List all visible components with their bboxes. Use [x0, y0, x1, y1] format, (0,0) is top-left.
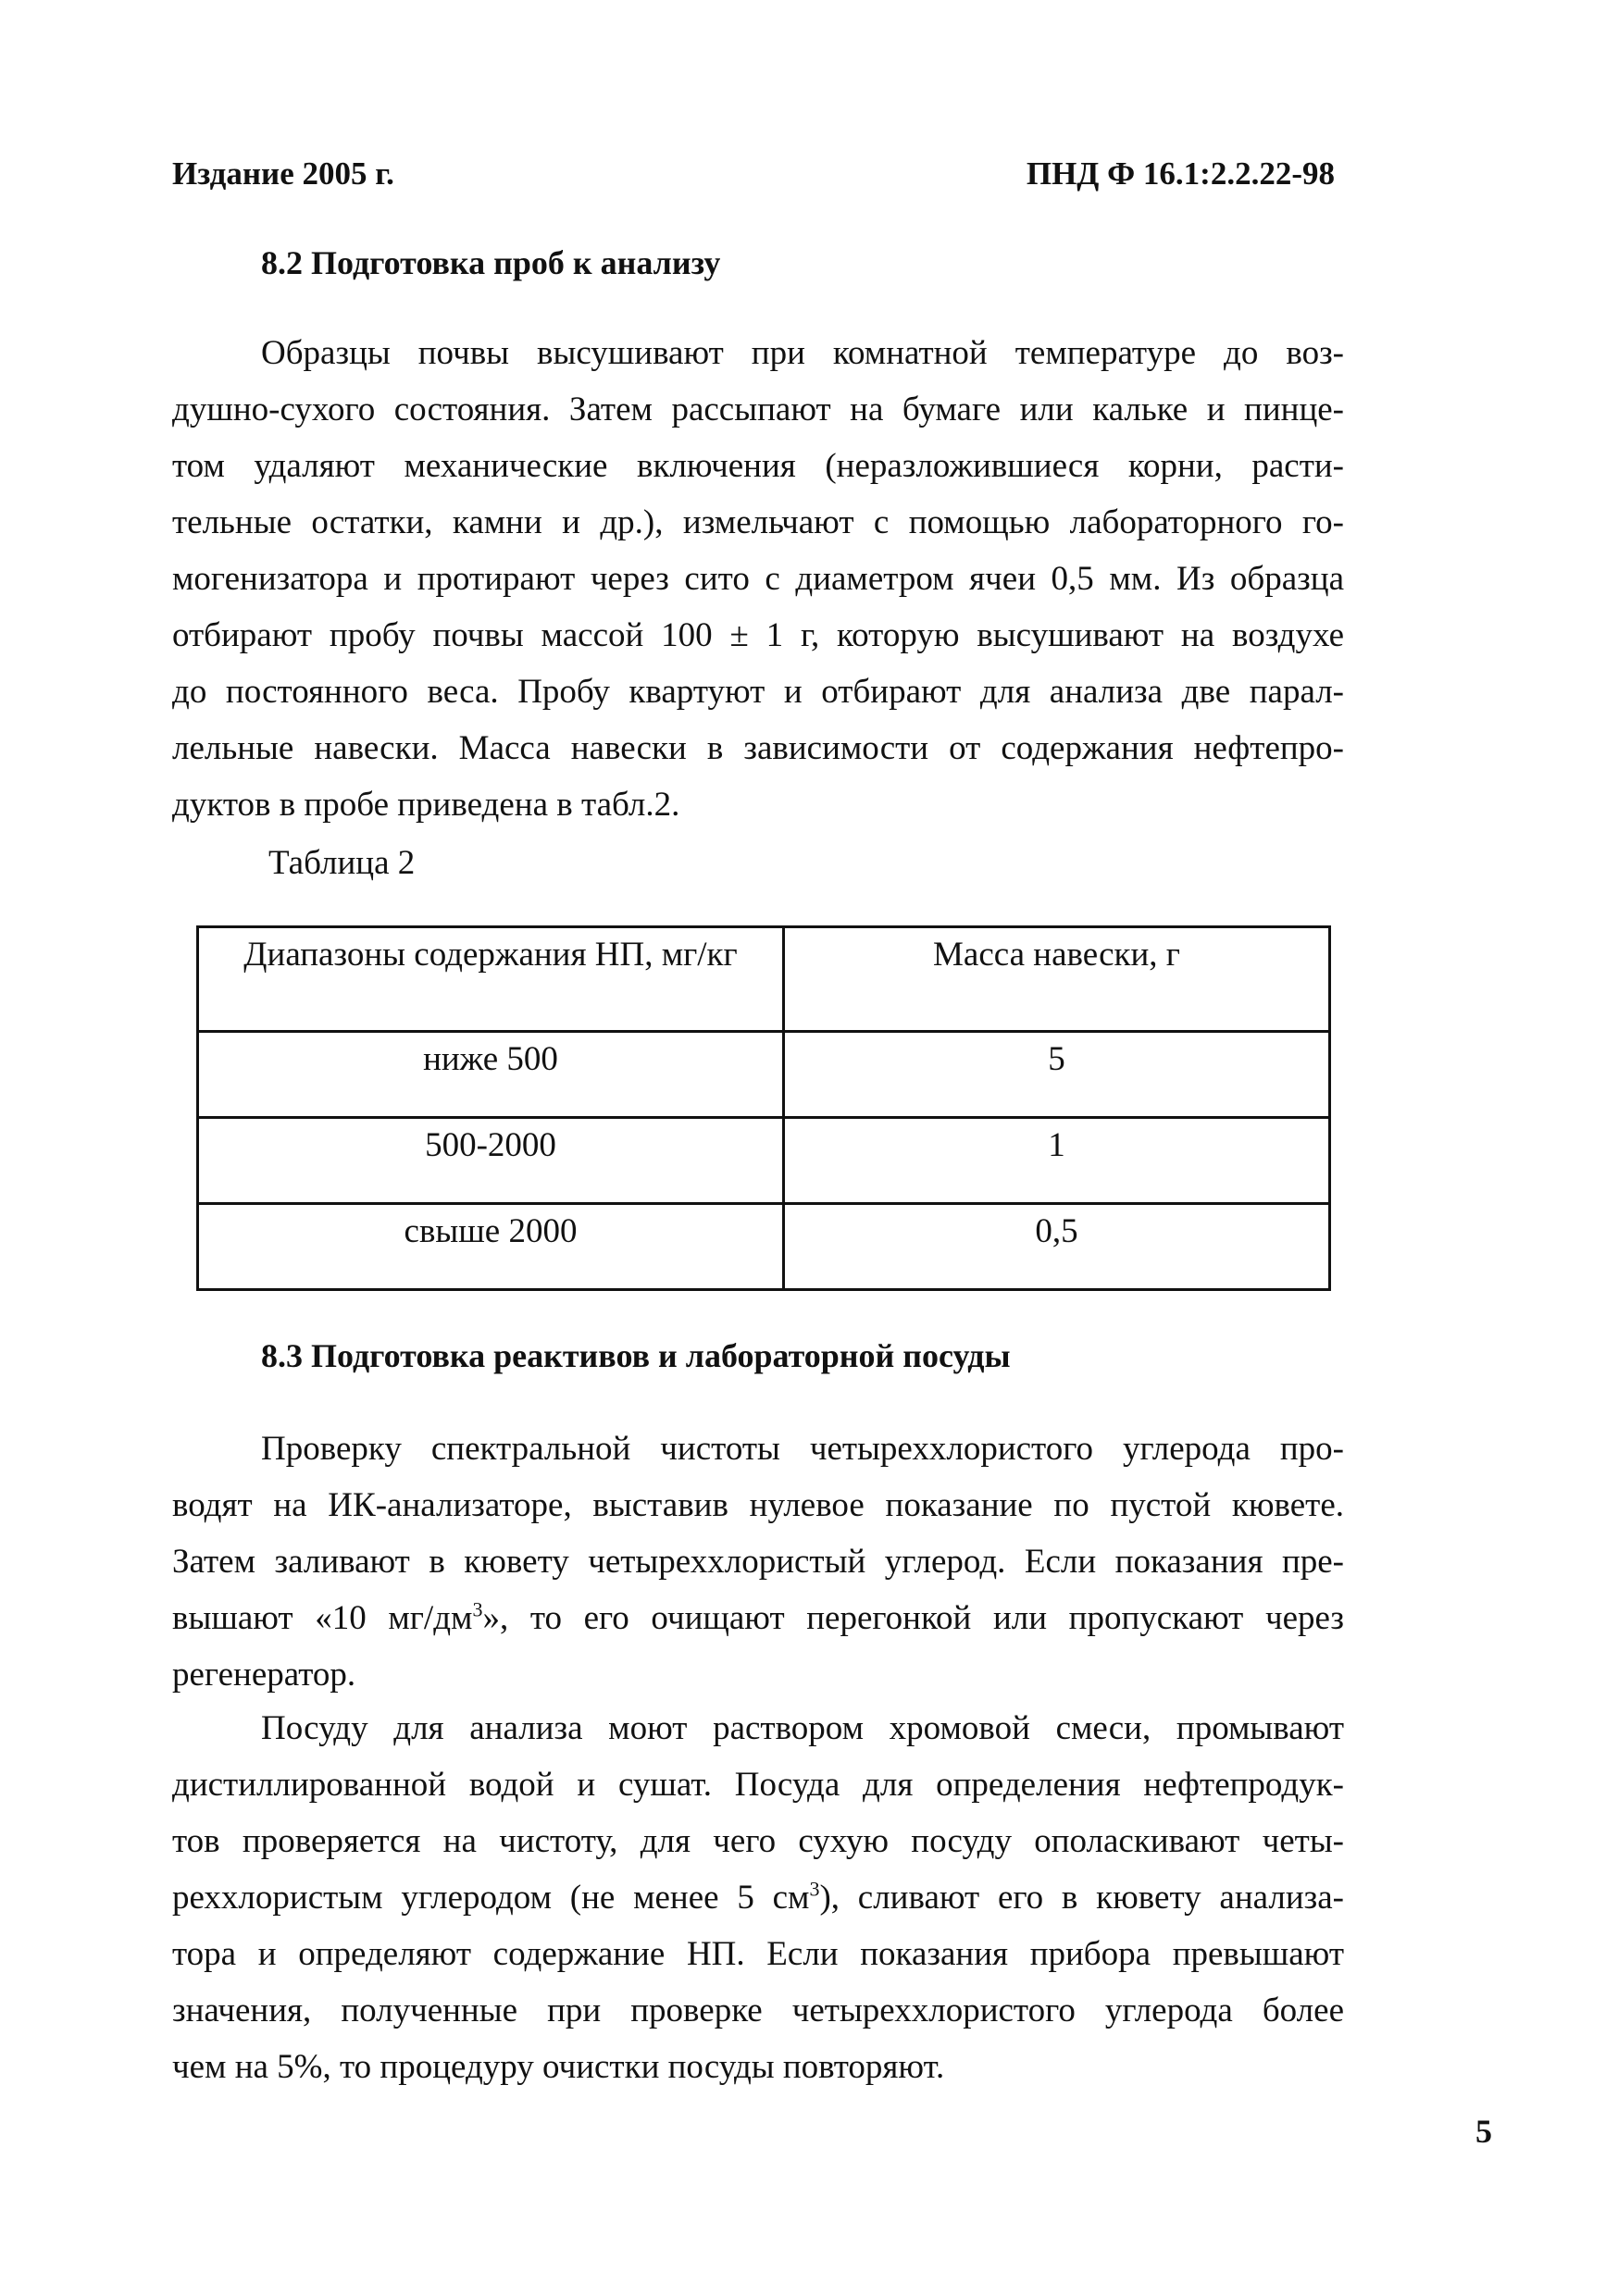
table-row: [198, 1204, 1330, 1290]
superscript-exponent: 3: [809, 1877, 820, 1901]
page-header-edition: Издание 2005 г.: [172, 155, 394, 192]
table-2-label: Таблица 2: [268, 844, 416, 882]
paragraph-line: чем на 5%, то процедуру очистки посуды повторяют.: [172, 2048, 945, 2086]
text-fragment: », то его очищают перегонкой или пропускают через: [482, 1599, 1344, 1637]
section-8-2-paragraph: [172, 325, 1344, 833]
paragraph-line: значения, полученные при проверке четыреххлористого углерода более: [172, 1992, 1344, 2029]
text-fragment: вышают «10 мг/дм: [172, 1599, 473, 1637]
table-cell-range: свыше 2000: [198, 1204, 784, 1290]
paragraph-line: Образцы почвы высушивают при комнатной температуре до воз-: [261, 334, 1344, 372]
paragraph-line: том удаляют механические включения (неразложившиеся корни, расти-: [172, 447, 1344, 485]
text-fragment: ), сливают его в кювету анализа-: [819, 1879, 1344, 1917]
paragraph-line: тов проверяется на чистоту, для чего сухую посуду ополаскивают четы-: [172, 1822, 1344, 1860]
paragraph-line: Затем заливают в кювету четыреххлористый углерод. Если показания пре-: [172, 1543, 1344, 1581]
paragraph-line: Проверку спектральной чистоты четыреххлористого углерода про-: [261, 1430, 1344, 1468]
table-cell-range: 500-2000: [198, 1118, 784, 1204]
page-header-document-code: ПНД Ф 16.1:2.2.22-98: [1026, 155, 1335, 192]
section-8-3-title: 8.3 Подготовка реактивов и лабораторной посуды: [261, 1337, 1011, 1374]
table-row: [198, 1118, 1330, 1204]
table-2: [196, 925, 1331, 1291]
paragraph-line: дистиллированной водой и сушат. Посуда для определения нефтепродук-: [172, 1766, 1344, 1804]
paragraph-line: [172, 1869, 1344, 1926]
table-header-mass: Масса навески, г: [784, 927, 1330, 1032]
paragraph-line: водят на ИК-анализаторе, выставив нулевое показание по пустой кювете.: [172, 1486, 1344, 1524]
table-cell-mass: 5: [784, 1032, 1330, 1118]
paragraph-line: дуктов в пробе приведена в табл.2.: [172, 786, 680, 824]
paragraph-line: до постоянного веса. Пробу квартуют и отбирают для анализа две парал-: [172, 673, 1344, 711]
paragraph-line: лельные навески. Масса навески в зависимости от содержания нефтепро-: [172, 729, 1344, 767]
page-number: 5: [1475, 2113, 1492, 2150]
section-8-2-title: 8.2 Подготовка проб к анализу: [261, 244, 721, 281]
table-cell-mass: 1: [784, 1118, 1330, 1204]
text-fragment: реххлористым углеродом (не менее 5 см: [172, 1879, 810, 1917]
table-row: [198, 1032, 1330, 1118]
section-8-3-paragraph-2: [172, 1700, 1344, 2095]
section-8-3-paragraph-1: [172, 1421, 1344, 1703]
paragraph-line: [172, 1590, 1344, 1646]
table-header-row: [198, 927, 1330, 1032]
paragraph-line: тора и определяют содержание НП. Если показания прибора превышают: [172, 1935, 1344, 1973]
paragraph-line: могенизатора и протирают через сито с диаметром ячеи 0,5 мм. Из образца: [172, 560, 1344, 598]
paragraph-line: регенератор.: [172, 1656, 356, 1694]
paragraph-line: отбирают пробу почвы массой 100 ± 1 г, которую высушивают на воздухе: [172, 616, 1344, 654]
paragraph-line: тельные остатки, камни и др.), измельчают с помощью лабораторного го-: [172, 503, 1344, 541]
paragraph-line: душно-сухого состояния. Затем рассыпают на бумаге или кальке и пинце-: [172, 391, 1344, 428]
table-cell-mass: 0,5: [784, 1204, 1330, 1290]
table-cell-range: ниже 500: [198, 1032, 784, 1118]
superscript-exponent: 3: [472, 1597, 483, 1621]
table-header-range: Диапазоны содержания НП, мг/кг: [198, 927, 784, 1032]
paragraph-line: Посуду для анализа моют раствором хромовой смеси, промывают: [261, 1709, 1344, 1747]
